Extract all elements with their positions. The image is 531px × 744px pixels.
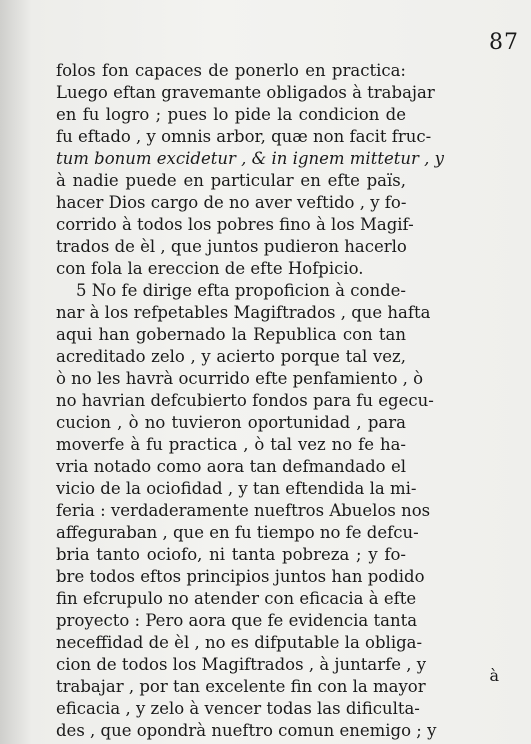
text-line: affeguraban , que en fu tiempo no fe defcu- bbox=[56, 523, 419, 542]
text-line: aqui han gobernado la Republica con tan bbox=[56, 325, 406, 344]
text-line: cucion , ò no tuvieron oportunidad , para bbox=[56, 413, 406, 432]
text-line: bre todos eftos principios juntos han podido bbox=[56, 567, 425, 586]
text-line: folos fon capaces de ponerlo en practica: bbox=[56, 61, 406, 80]
text-line: ò no les havrà ocurrido efte penfamiento , ò bbox=[56, 369, 424, 388]
text-line: feria : verdaderamente nueftros Abuelos nos bbox=[56, 501, 431, 520]
text-line: fin efcrupulo no atender con eficacia à efte bbox=[56, 589, 417, 608]
text-line: fu eftado , y omnis arbor, quæ non facit fruc- bbox=[56, 127, 432, 146]
text-line: moverfe à fu practica , ò tal vez no fe ha- bbox=[56, 435, 406, 454]
text-line: acreditado zelo , y acierto porque tal vez, bbox=[56, 347, 406, 366]
text-line: trados de èl , que juntos pudieron hacerlo bbox=[56, 237, 407, 256]
body-text bbox=[56, 60, 444, 742]
text-line: des , que opondrà nueftro comun enemigo ; y bbox=[56, 721, 437, 740]
text-line: 5 No fe dirige efta propoficion à conde- bbox=[76, 281, 406, 300]
text-line: bria tanto ociofo, ni tanta pobreza ; y fo- bbox=[56, 545, 406, 564]
text-line: en fu logro ; pues lo pide la condicion de bbox=[56, 105, 406, 124]
text-line: eficacia , y zelo à vencer todas las dificulta- bbox=[56, 699, 420, 718]
text-line: trabajar , por tan excelente fin con la mayor bbox=[56, 677, 426, 696]
text-line: hacer Dios cargo de no aver veftido , y fo- bbox=[56, 193, 407, 212]
page-number: 87 bbox=[489, 30, 519, 55]
text-line: à nadie puede en particular en efte païs, bbox=[56, 171, 406, 190]
text-line: vicio de la ociofidad , y tan eftendida la mi- bbox=[56, 479, 417, 498]
text-line: Luego eftan gravemante obligados à trabajar bbox=[56, 83, 435, 102]
text-line: no havrian defcubierto fondos para fu egecu- bbox=[56, 391, 434, 410]
catchword: à bbox=[489, 666, 499, 685]
text-line: con fola la ereccion de efte Hofpicio. bbox=[56, 259, 364, 278]
text-line: cion de todos los Magiftrados , à juntarfe , y bbox=[56, 655, 427, 674]
text-line: tum bonum excidetur , & in ignem mittetur , y bbox=[56, 149, 444, 168]
text-line: nar à los refpetables Magiftrados , que hafta bbox=[56, 303, 431, 322]
text-line: corrido à todos los pobres fino à los Magif- bbox=[56, 215, 414, 234]
text-line: proyecto : Pero aora que fe evidencia tanta bbox=[56, 611, 418, 630]
text-line: neceffidad de èl , no es difputable la obliga- bbox=[56, 633, 423, 652]
text-line: vria notado como aora tan defmandado el bbox=[56, 457, 406, 476]
